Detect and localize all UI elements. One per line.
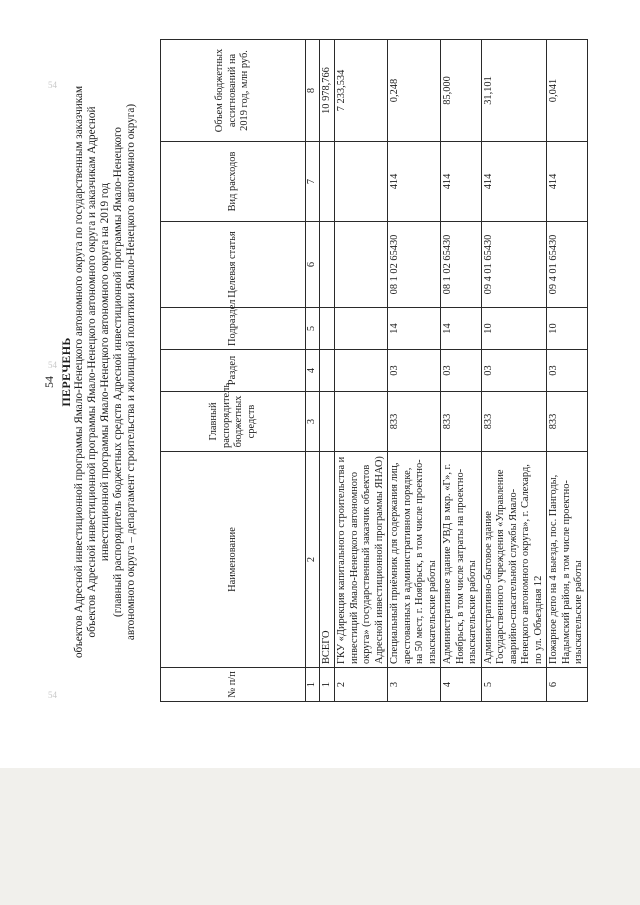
cell-cs: 09 4 01 65430 [547, 222, 588, 308]
cell-podrazdel: 14 [388, 308, 441, 350]
rotated-content [20, 22, 620, 742]
header-razdel: Раздел [161, 350, 306, 392]
cell-amount: 10 978,766 [319, 40, 335, 142]
header-amount: Объем бюджетных ассигнований на 2019 год, млн руб. [161, 40, 306, 142]
column-index-row [306, 40, 320, 702]
table-row [547, 40, 588, 702]
index-cell: 6 [306, 222, 320, 308]
document-heading [60, 72, 138, 672]
cell-amount: 85,000 [441, 40, 482, 142]
index-cell: 1 [306, 668, 320, 702]
cell-num: 1 [319, 668, 335, 702]
heading-line: автономного округа – департамент строительства и жилищной политики Ямало-Ненецкого автономного округа) [125, 103, 137, 641]
cell-razdel [335, 350, 388, 392]
cell-num: 4 [441, 668, 482, 702]
cell-vr [319, 142, 335, 222]
cell-razdel: 03 [547, 350, 588, 392]
table-row [388, 40, 441, 702]
heading-line: объектов Адресной инвестиционной программы Ямало-Ненецкого автономного округа и заказчикам Адресной [86, 106, 98, 638]
index-cell: 7 [306, 142, 320, 222]
header-grbs: Главный распорядитель бюджетных средств [161, 392, 306, 452]
cell-name: ГКУ «Дирекция капитального строительства и инвестиций Ямало-Ненецкого автономного округа» (государственный заказчик объектов Адресной инвестиционной программы ЯНАО) [335, 452, 388, 668]
cell-name: ВСЕГО [319, 452, 335, 668]
cell-num: 5 [481, 668, 547, 702]
cell-name: Административное здание УВД в мкр. «Г», г. Ноябрьск, в том числе затраты на проектно-изыскательские работы [441, 452, 482, 668]
background-below-page [0, 768, 640, 905]
cell-razdel: 03 [388, 350, 441, 392]
cell-podrazdel: 10 [481, 308, 547, 350]
cell-grbs: 833 [481, 392, 547, 452]
cell-podrazdel [335, 308, 388, 350]
table-row [481, 40, 547, 702]
cell-vr: 414 [481, 142, 547, 222]
cell-razdel: 03 [481, 350, 547, 392]
objects-table [160, 39, 588, 702]
cell-razdel: 03 [441, 350, 482, 392]
header-podrazdel: Подраздел [161, 308, 306, 350]
cell-num: 2 [335, 668, 388, 702]
cell-grbs: 833 [388, 392, 441, 452]
index-cell: 8 [306, 40, 320, 142]
cell-cs: 09 4 01 65430 [481, 222, 547, 308]
cell-grbs [335, 392, 388, 452]
cell-num: 3 [388, 668, 441, 702]
cell-grbs [319, 392, 335, 452]
cell-amount: 31,101 [481, 40, 547, 142]
cell-podrazdel [319, 308, 335, 350]
cell-grbs: 833 [441, 392, 482, 452]
table-row [335, 40, 388, 702]
cell-podrazdel: 10 [547, 308, 588, 350]
margin-mark: 54 [48, 690, 57, 700]
table-row [441, 40, 482, 702]
page-number: 54 [42, 376, 56, 388]
index-cell: 3 [306, 392, 320, 452]
heading-line: объектов Адресной инвестиционной программы Ямало-Ненецкого автономного округа по государственным заказчикам [73, 85, 85, 659]
cell-vr: 414 [547, 142, 588, 222]
cell-cs [319, 222, 335, 308]
header-cs: Целевая статья [161, 222, 306, 308]
cell-amount: 7 233,534 [335, 40, 388, 142]
cell-amount: 0,248 [388, 40, 441, 142]
heading-line: инвестиционной программы Ямало-Ненецкого автономного округа на 2019 год [99, 182, 111, 562]
cell-cs: 08 1 02 65430 [388, 222, 441, 308]
cell-name: Административно-бытовое здание Государственного учреждения «Управление аварийно-спасательной службы Ямало-Ненецкого автономного округа», г. Салехард, по ул. Объездная 12 [481, 452, 547, 668]
cell-cs [335, 222, 388, 308]
cell-vr [335, 142, 388, 222]
cell-razdel [319, 350, 335, 392]
cell-amount: 0,041 [547, 40, 588, 142]
cell-cs: 08 1 02 65430 [441, 222, 482, 308]
heading-line: (главный распорядитель бюджетных средств Адресной инвестиционной программы Ямало-Ненецкого [112, 127, 124, 617]
index-cell: 4 [306, 350, 320, 392]
cell-grbs: 833 [547, 392, 588, 452]
header-num: № п/п [161, 668, 306, 702]
header-vr: Вид расходов [161, 142, 306, 222]
cell-name: Специальный приёмник для содержания лиц, арестованных в административном порядке, на 50 мест, г. Ноябрьск, в том числе проектно-изыскательские работы [388, 452, 441, 668]
table-row [319, 40, 335, 702]
cell-vr: 414 [441, 142, 482, 222]
cell-num: 6 [547, 668, 588, 702]
cell-vr: 414 [388, 142, 441, 222]
table-header-row [161, 40, 306, 702]
header-name: Наименование [161, 452, 306, 668]
cell-name: Пожарное депо на 4 выезда, пос. Пангоды, Надымский район, в том числе проектно-изыскательские работы [547, 452, 588, 668]
margin-mark: 54 [48, 360, 57, 370]
index-cell: 5 [306, 308, 320, 350]
cell-podrazdel: 14 [441, 308, 482, 350]
index-cell: 2 [306, 452, 320, 668]
margin-mark: 54 [48, 80, 57, 90]
heading-title: ПЕРЕЧЕНЬ [59, 337, 73, 407]
